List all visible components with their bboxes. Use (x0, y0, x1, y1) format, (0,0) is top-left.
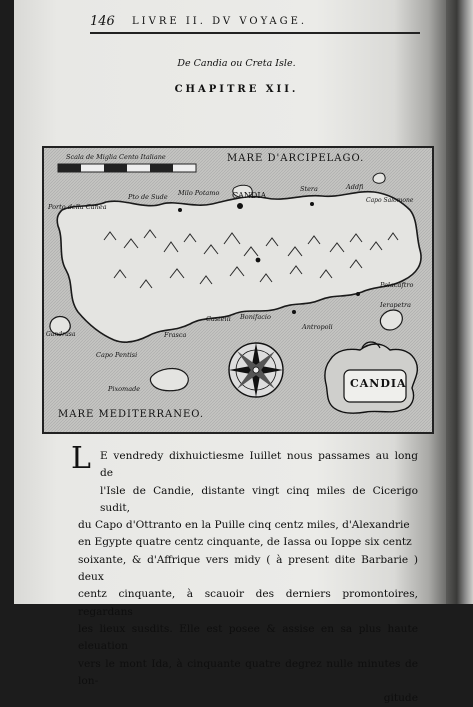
text-line: en Egypte quatre centz cinquante, de Iassa ou Ioppe six centz (78, 536, 412, 549)
place-bonifacio: Bonifacio (240, 313, 271, 321)
text-line: soixante, & d'Affrique vers midy ( à present dite Barbarie ) deux (78, 553, 418, 584)
text-line: l'Isle de Candie, distante vingt cinq miles de Cicerigo sudit, (100, 484, 418, 514)
place-addfi: Addfi (346, 183, 364, 191)
place-antropoli: Antropoli (302, 323, 333, 331)
compass-rose (229, 343, 283, 397)
island-north-east (373, 173, 385, 183)
chapter-heading: CHAPITRE XII. (174, 84, 299, 95)
place-ierapetra: Ierapetra (380, 301, 411, 309)
place-capo-pentisi: Capo Pentisi (96, 351, 138, 359)
sea-label-north: MARE D'ARCIPELAGO. (227, 153, 365, 164)
place-pixomade: Pixomade (108, 385, 141, 393)
place-milo-potamo: Milo Potamo (178, 189, 220, 197)
place-porto-della-canea: Porto della Canea (48, 203, 107, 211)
text-line: du Capo d'Ottranto en la Puille cinq centz miles, d'Alexandrie (78, 519, 410, 532)
place-gandrusa: Gandrusa (46, 331, 76, 338)
page-number: 146 (90, 14, 115, 29)
text-line: centz cinquante, à scauoir des derniers promontoires, regardans (78, 588, 418, 618)
scale-bar (58, 164, 196, 172)
cartouche-title: CANDIA (350, 377, 407, 390)
place-castelli: Castelli (206, 315, 231, 323)
sea-label-south: MARE MEDITERRANEO. (58, 409, 205, 420)
place-pelacaftro: Pelacaftro (380, 281, 414, 289)
running-head-title: LIVRE II. DV VOYAGE. (132, 16, 308, 27)
map-candia (42, 146, 434, 434)
body-text (71, 441, 418, 707)
catchword: gitude (383, 692, 418, 705)
scale-label: Scala de Miglia Cento Italiane (66, 153, 166, 161)
place-candia-town: CANDIA (232, 191, 267, 200)
section-subtitle: De Candia ou Creta Isle. (177, 58, 296, 69)
text-line: vers le mont Ida, à cinquante quatre degrez nulle minutes de lon- (78, 657, 418, 687)
place-frasca: Frasca (164, 331, 187, 339)
running-header (90, 10, 420, 34)
text-line: les lieux susdits. Elle est posee & assise en sa plus haute eleuation (78, 622, 418, 653)
place-sude: Pto de Sude (128, 193, 168, 201)
place-capo-salomone: Capo Salomone (366, 197, 414, 204)
text-line: E vendredy dixhuictiesme Iuillet nous passames au long de (100, 450, 418, 480)
place-stera: Stera (300, 185, 318, 193)
drop-cap: L (71, 441, 91, 476)
